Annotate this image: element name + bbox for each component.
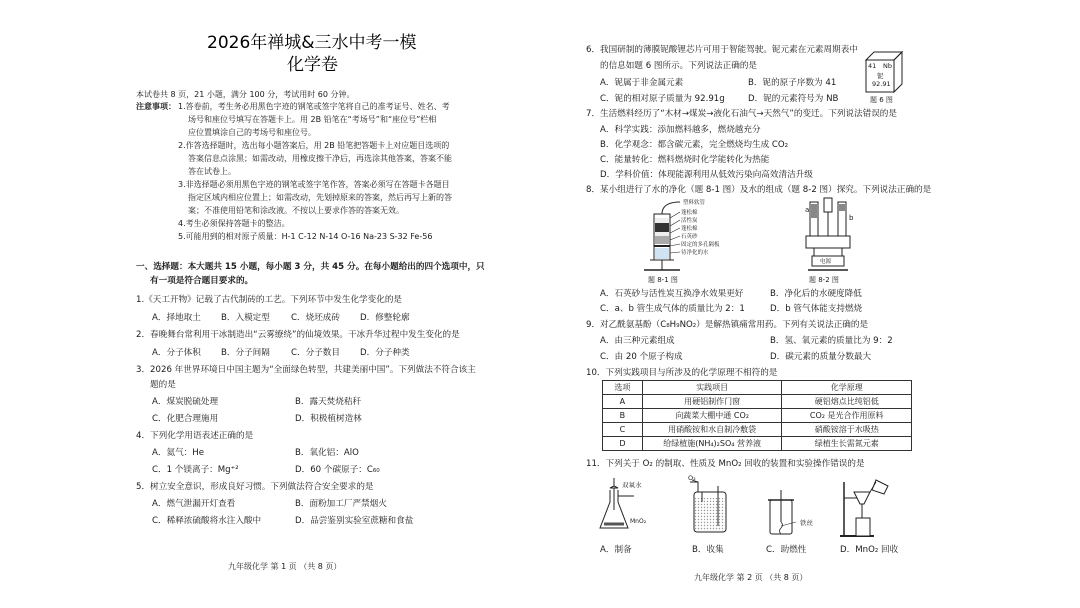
label-plastic-hose: 塑料软管 (683, 200, 706, 206)
note-line: 答在试卷上。 (188, 167, 236, 176)
cell-symbol: Nb (883, 62, 892, 70)
fig6-caption: 题 6 图 (870, 96, 893, 104)
q2-option-c: C．分子数目 (291, 348, 340, 358)
q8-option-a: A．石英砂与活性炭互换净水效果更好 (600, 289, 744, 299)
note-line: 答案信息点涂黑；如需改动，用橡皮擦干净后，再选涂其他答案，答案不能 (188, 154, 452, 163)
power-supply-label: 电源 (820, 259, 832, 265)
label-oxygen: O₂ (688, 474, 696, 482)
cell-atomic-number: 41 (868, 62, 877, 70)
exam-title: 2026年禅城&三水中考一模 (207, 33, 417, 53)
question-9-stem: 9．对乙酰氨基酚（C₈H₉NO₂）是解热镇痛常用药。下列有关说法正确的是 (586, 320, 869, 330)
section-heading-cont: 有一项是符合题目要求的。 (150, 276, 254, 286)
cell-mass: 92.91 (872, 80, 891, 88)
q2-option-b: B．分子间隔 (221, 348, 270, 358)
q5-option-d: D．品尝鉴别实验室蔗糖和食盐 (295, 516, 414, 526)
question-11-stem: 11．下列关于 O₂ 的制取、性质及 MnO₂ 回收的装置和实验操作错误的是 (586, 459, 865, 469)
note-line: 2.作答选择题时，选出每小题答案后，用 2B 铅笔把答题卡上对应题目选项的 (178, 141, 450, 150)
q8-option-d: D．b 管气体能支持燃烧 (770, 304, 863, 314)
q6-option-c: C．铌的相对原子质量为 92.91g (600, 94, 725, 104)
q1-option-b: B．入模定型 (221, 313, 270, 323)
q8-option-c: C．a、b 管生成气体的质量比为 2：1 (600, 304, 745, 314)
q5-option-a: A．燃气泄漏开灯查看 (152, 499, 236, 509)
table-header-cell: 实践项目 (642, 381, 782, 395)
q6-option-b: B．铌的原子序数为 41 (748, 78, 837, 88)
q2-option-a: A．分子体积 (152, 348, 201, 358)
q9-option-d: D．碳元素的质量分数最大 (770, 352, 872, 362)
note-line: 4.考生必须保持答题卡的整洁。 (178, 219, 290, 228)
label-quartz-sand: 石英砂 (681, 234, 698, 240)
table-cell: 给绿植施(NH₄)₂SO₄ 营养液 (642, 437, 782, 451)
table-header-row (603, 381, 912, 395)
exam-intro: 本试卷共 8 页，21 小题，满分 100 分，考试用时 60 分钟。 (136, 90, 355, 99)
q9-option-a: A．由三种元素组成 (600, 336, 675, 346)
note-line: 场号和座位号填写在答题卡上。用 2B 铅笔在“考场号”和“座位号”栏相 (188, 115, 437, 124)
q11-option-d: D．MnO₂ 回收 (840, 545, 899, 555)
note-line: 5.可能用到的相对原子质量：H-1 C-12 N-14 O-16 Na-23 S-32 Fe-56 (178, 232, 433, 241)
q9-option-c: C．由 20 个原子构成 (600, 352, 683, 362)
question-5-stem: 5．树立安全意识，形成良好习惯。下列做法符合安全要求的是 (136, 482, 374, 492)
q11-option-b: B．收集 (692, 545, 724, 555)
label-porous-plate: 固定的多孔隔板 (681, 242, 720, 248)
q3-option-c: C．化肥合理施用 (152, 414, 219, 424)
table-cell: 用硝酸铵和水自制冷敷袋 (642, 423, 782, 437)
q3-option-d: D．积极植树造林 (295, 414, 362, 424)
note-line: 3.非选择题必须用黑色字迹的钢笔或签字笔作答，答案必须写在答题卡各题目 (178, 180, 450, 189)
question-4-stem: 4．下列化学用语表述正确的是 (136, 431, 254, 441)
question-7-stem: 7．生活燃料经历了“木材→煤炭→液化石油气→天然气”的变迁。下列说法错误的是 (586, 109, 897, 119)
tube-a-label: a (805, 206, 810, 214)
q1-option-c: C．烧坯成砖 (291, 313, 340, 323)
table-cell: B (603, 409, 643, 423)
table-row (603, 423, 912, 437)
question-6-stem: 6．我国研制的薄膜铌酸锂芯片可用于智能驾驶。铌元素在元素周期表中 (586, 45, 858, 55)
label-iron-wire: 铁丝 (800, 519, 813, 527)
label-raw-water: 待净化的水 (681, 250, 709, 256)
question-8-stem: 8．某小组进行了水的净化（题 8-1 图）及水的组成（题 8-2 图）探究。下列说法正确的是 (586, 185, 932, 195)
table-cell: 用硬铝制作门窗 (642, 395, 782, 409)
apparatus-b-bottle (688, 476, 738, 540)
label-cotton-top: 蓬松棉 (681, 210, 698, 216)
page-footer: 九年级化学 第 2 页 （共 8 页） (694, 573, 808, 582)
table-cell: 绿植生长需氮元素 (782, 437, 912, 451)
table-cell: C (603, 423, 643, 437)
table-cell: CO₂ 是光合作用原料 (782, 409, 912, 423)
q1-option-d: D．修整轮廓 (360, 313, 410, 323)
section-heading: 一、选择题：本大题共 15 小题，每小题 3 分，共 45 分。在每小题给出的四个选项中，只 (136, 262, 485, 272)
q7-option-c: C．能量转化：燃料燃烧时化学能转化为热能 (600, 155, 770, 165)
table-header-cell: 选项 (603, 381, 643, 395)
q6-option-d: D．铌的元素符号为 NB (748, 94, 839, 104)
question-1-stem: 1.《天工开物》记载了古代制砖的工艺。下列环节中发生化学变化的是 (136, 295, 403, 305)
label-cotton-mid: 蓬松棉 (681, 226, 698, 232)
note-line: 1.答卷前，考生务必用黑色字迹的钢笔或签字笔将自己的准考证号、姓名、考 (178, 102, 450, 111)
note-line: 案；不准使用铅笔和涂改液。不按以上要求作答的答案无效。 (188, 206, 404, 215)
q7-option-a: A．科学实践：添加燃料越多，燃烧越充分 (600, 125, 761, 135)
q6-option-a: A．铌属于非金属元素 (600, 78, 684, 88)
label-hydrogen-peroxide: 双氧水 (622, 481, 642, 489)
q2-option-d: D．分子种类 (360, 348, 410, 358)
q5-option-c: C．稀释浓硫酸将水注入酸中 (152, 516, 262, 526)
q7-option-d: D．学科价值：体现能源利用从低效污染向高效清洁升级 (600, 170, 813, 180)
q1-option-a: A．择地取土 (152, 313, 201, 323)
q4-option-d: D．60 个碳原子：C₆₀ (295, 465, 380, 475)
q3-option-b: B．露天焚烧秸秆 (295, 397, 362, 407)
q3-option-a: A．煤炭脱硫处理 (152, 397, 219, 407)
note-line: 应位置填涂自己的考场号和座位号。 (188, 128, 316, 137)
question-3-stem-cont: 题的是 (150, 380, 176, 390)
apparatus-d-filtration (840, 478, 896, 542)
q4-option-c: C．1 个镁离子：Mg⁺² (152, 465, 239, 475)
exam-subtitle: 化学卷 (287, 55, 338, 75)
table-cell: 向蔬菜大棚中通 CO₂ (642, 409, 782, 423)
water-purifier-figure (640, 198, 710, 278)
tube-b-label: b (849, 214, 854, 222)
q11-option-c: C．助燃性 (766, 545, 807, 555)
table-row (603, 395, 912, 409)
table-row (603, 409, 912, 423)
q5-option-b: B．面粉加工厂严禁烟火 (295, 499, 387, 509)
table-cell: A (603, 395, 643, 409)
notes-label: 注意事项： (136, 102, 176, 111)
label-activated-carbon: 活性炭 (681, 218, 698, 224)
note-line: 指定区域内相应位置上；如需改动，先划掉原来的答案，然后再写上新的答 (188, 193, 452, 202)
question-6-stem-cont: 的信息如题 6 图所示。下列说法正确的是 (600, 61, 758, 71)
question-3-stem: 3．2026 年世界环境日中国主题为“全面绿色转型，共建美丽中国”。下列做法不符合该主 (136, 365, 476, 375)
question-10-stem: 10．下列实践项目与所涉及的化学原理不相符的是 (586, 368, 778, 378)
table-cell: 硝酸铵溶于水吸热 (782, 423, 912, 437)
question-2-stem: 2．春晚舞台常利用干冰制造出“云雾缭绕”的仙境效果。干冰升华过程中发生变化的是 (136, 330, 460, 340)
fig8-1-caption: 题 8-1 图 (648, 276, 678, 284)
apparatus-c-combustion (762, 490, 812, 540)
q4-option-a: A．氦气：He (152, 448, 205, 458)
q10-table (602, 380, 912, 451)
page-footer: 九年级化学 第 1 页 （共 8 页） (228, 562, 342, 571)
table-cell: 硬铝熔点比纯铝低 (782, 395, 912, 409)
q9-option-b: B．氢、氧元素的质量比为 9：2 (770, 336, 893, 346)
q4-option-b: B．氧化铝：AlO (295, 448, 359, 458)
table-header-cell: 化学原理 (782, 381, 912, 395)
table-cell: D (603, 437, 643, 451)
label-mno2: MnO₂ (630, 518, 647, 525)
q7-option-b: B．化学观念：都含碳元素，完全燃烧均生成 CO₂ (600, 140, 789, 150)
fig8-2-caption: 题 8-2 图 (809, 276, 839, 284)
table-row (603, 437, 912, 451)
cell-name: 铌 (877, 72, 884, 80)
q11-option-a: A．制备 (600, 545, 632, 555)
q8-option-b: B．净化后的水硬度降低 (770, 289, 862, 299)
